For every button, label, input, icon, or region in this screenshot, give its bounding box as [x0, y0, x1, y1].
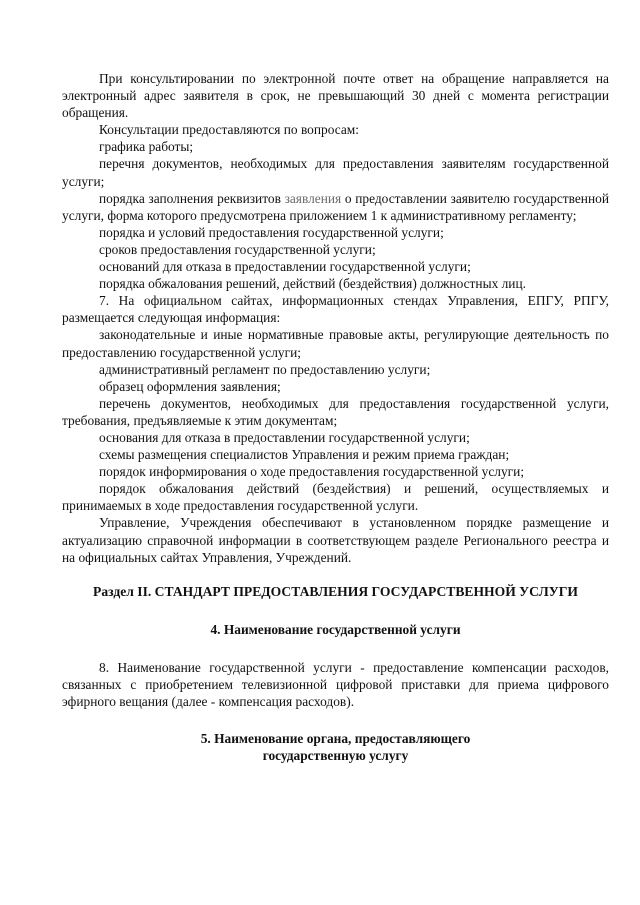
spacer	[62, 600, 609, 621]
list-item-work-schedule: графика работы;	[99, 139, 194, 155]
list-item-conditions: порядка и условий предоставления государственной услуги;	[99, 224, 444, 240]
list-item-refusal-grounds: оснований для отказа в предоставлении государственной услуги;	[99, 259, 471, 275]
spacer	[62, 566, 609, 583]
list-item-appeal-order: порядка обжалования решений, действий (бездействия) должностных лиц.	[99, 276, 526, 292]
spacer	[62, 638, 609, 659]
subsection-4-title: 4. Наименование государственной услуги	[210, 621, 461, 637]
list-item-documents: перечня документов, необходимых для предоставления заявителям государственной услуги;	[62, 156, 609, 189]
spacer	[62, 710, 609, 730]
list-item-documents-list: перечень документов, необходимых для предоставления государственной услуги, требования, предъявляемые к этим документам;	[62, 395, 609, 428]
section-title: Раздел II. СТАНДАРТ ПРЕДОСТАВЛЕНИЯ ГОСУДАРСТВЕННОЙ УСЛУГИ	[93, 583, 578, 599]
paragraph-8: 8. Наименование государственной услуги - предоставление компенсации расходов, связанных с приобретением телевизионной цифровой приставки для приема цифрового эфирного вещания (далее - компенсация расходов).	[62, 659, 609, 709]
paragraph-consultation-topics: Консультации предоставляются по вопросам:	[99, 122, 360, 138]
document-page	[62, 70, 609, 764]
subsection-5-title: 5. Наименование органа, предоставляющего государственную услугу	[200, 731, 471, 763]
paragraph-7: 7. На официальном сайтах, информационных стендах Управления, ЕПГУ, РПГУ, размещается следующая информация:	[62, 293, 609, 326]
list-item-appeal-procedure: порядок обжалования действий (бездействия) и решений, осуществляемых и принимаемых в ходе предоставления государственной услуги.	[62, 481, 609, 514]
list-item-legal-acts: законодательные и иные нормативные правовые акты, регулирующие деятельность по предоставлению государственной услуги;	[62, 327, 609, 360]
list-item-terms: сроков предоставления государственной услуги;	[99, 241, 376, 257]
requisites-text-after: о предоставлении заявителю государственной услуги, форма которого предусмотрена приложением 1 к административному регламенту;	[62, 190, 609, 223]
requisites-highlight: заявления	[284, 190, 342, 206]
paragraph-registry-info: Управление, Учреждения обеспечивают в установленном порядке размещение и актуализацию справочной информации в соответствующем разделе Регионального реестра и на официальных сайтах Управления, Учреждений.	[62, 515, 609, 565]
list-item-specialists-schedule: схемы размещения специалистов Управления и режим приема граждан;	[99, 447, 510, 463]
list-item-refusal-basis: основания для отказа в предоставлении государственной услуги;	[99, 429, 470, 445]
list-item-requisites	[62, 190, 609, 224]
paragraph-email-consultation: При консультировании по электронной почте ответ на обращение направляется на электронный адрес заявителя в срок, не превышающий 30 дней с момента регистрации обращения.	[62, 71, 609, 121]
list-item-informing-order: порядок информирования о ходе предоставления государственной услуги;	[99, 464, 525, 480]
list-item-application-sample: образец оформления заявления;	[99, 378, 281, 394]
list-item-regulation: административный регламент по предоставлению услуги;	[99, 361, 431, 377]
requisites-text-before: порядка заполнения реквизитов	[99, 190, 285, 206]
